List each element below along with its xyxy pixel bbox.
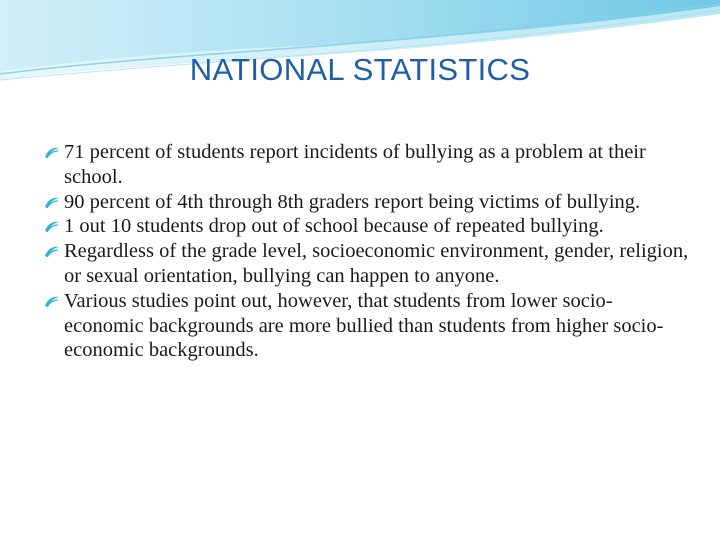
bullet-item [42,289,692,363]
swoosh-bullet-icon [44,146,60,159]
swoosh-bullet-icon [44,196,60,209]
bullet-item [42,190,692,215]
bullet-text: Various studies point out, however, that students from lower socio-economic backgrounds are more bullied than students from higher socio-economic backgrounds. [64,289,664,362]
bullet-text: 90 percent of 4th through 8th graders report being victims of bullying. [64,190,641,213]
slide-title: NATIONAL STATISTICS [189,52,531,87]
bullet-item [42,239,692,289]
swoosh-bullet-icon [44,245,60,258]
swoosh-bullet-icon [44,220,60,233]
bullet-text: 71 percent of students report incidents of bullying as a problem at their school. [64,141,646,188]
bullet-list [42,140,692,363]
bullet-item [42,214,692,239]
bullet-text: 1 out 10 students drop out of school because of repeated bullying. [64,215,604,238]
bullet-item [42,140,692,190]
swoosh-bullet-icon [44,295,60,308]
bullet-text: Regardless of the grade level, socioeconomic environment, gender, religion, or sexual orientation, bullying can happen to anyone. [64,240,689,287]
